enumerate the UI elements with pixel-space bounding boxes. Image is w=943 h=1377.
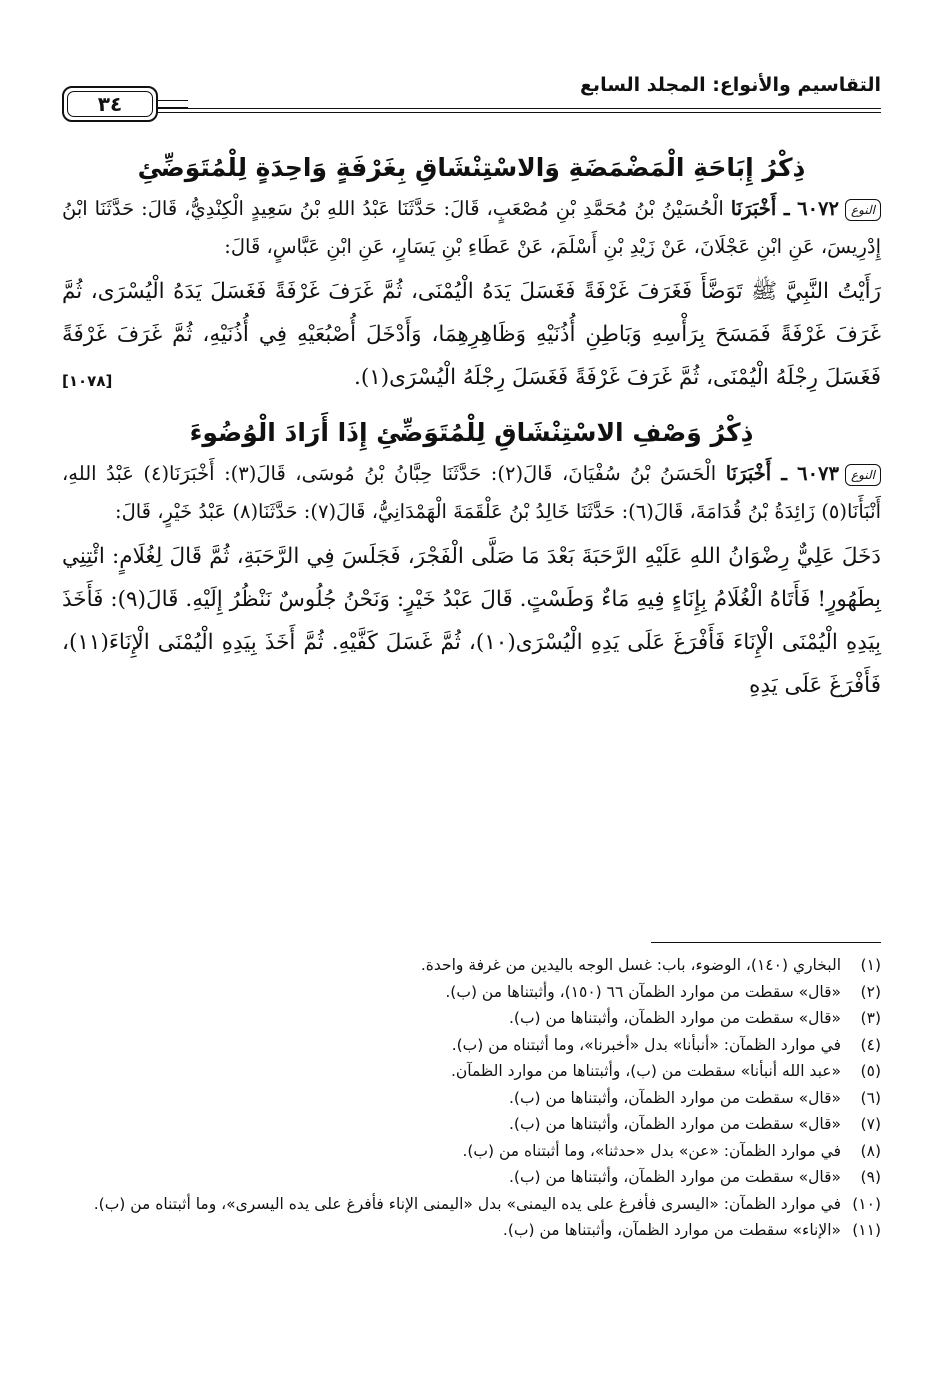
footnote-number: (١١) bbox=[852, 1221, 881, 1239]
hadith-reference: [١٠٧٨] bbox=[62, 372, 113, 390]
footnote bbox=[62, 1164, 881, 1191]
footnote-number: (٤) bbox=[860, 1035, 881, 1054]
matn-paragraph bbox=[62, 535, 881, 707]
footnote-text: في موارد الظمآن: «أنبأنا» بدل «أخبرنا»، وما أثبتناه من (ب). bbox=[451, 1035, 841, 1054]
footnote bbox=[62, 952, 881, 979]
footnote bbox=[62, 1005, 881, 1032]
matn-text: رَأَيْتُ النَّبِيَّ ﷺ تَوَضَّأَ فَغَرَفَ غَرْفَةً فَغَسَلَ يَدَهُ الْيُمْنَى، ثُمَّ غَرَفَ غَرْفَةً فَغَسَلَ يَدَهُ الْيُسْرَى، ثُمَّ غَرَفَ غَرْفَةً فَمَسَحَ بِرَأْسِهِ وَبَاطِنِ أُذُنَيْهِ وَظَاهِرِهِمَا، وَأَدْخَلَ أُصْبُعَيْهِ فِي أُذُنَيْهِ، ثُمَّ غَرَفَ غَرْفَةً فَغَسَلَ رِجْلَهُ الْيُمْنَى، ثُمَّ غَرَفَ غَرْفَةً فَغَسَلَ رِجْلَهُ الْيُسْرَى(١). bbox=[62, 279, 881, 390]
footnote-number: (٨) bbox=[860, 1141, 881, 1160]
naw-badge: النوع bbox=[845, 464, 881, 486]
footnote bbox=[62, 1217, 881, 1244]
footnote-text: «قال» سقطت من موارد الظمآن، وأثبتناها من (ب). bbox=[508, 1009, 841, 1027]
footnote bbox=[62, 1111, 881, 1138]
footnote-number: (٧) bbox=[860, 1115, 881, 1133]
header-rule bbox=[62, 108, 881, 113]
footnote-text: البخاري (١٤٠)، الوضوء، باب: غسل الوجه باليدين من غرفة واحدة. bbox=[420, 956, 841, 974]
akhbarana-label: أَخْبَرَنَا bbox=[730, 197, 777, 220]
footnote bbox=[62, 1191, 881, 1218]
footnote-separator bbox=[651, 942, 881, 943]
isnad-text: الْحَسَنُ بْنُ سُفْيَانَ، قَالَ(٢): حَدَّثَنَا حِبَّانُ بْنُ مُوسَى، قَالَ(٣): أَخْبَرَنَا(٤) عَبْدُ اللهِ، أَنْبَأَنَا(٥) زَائِدَةُ بْنُ قُدَامَةَ، قَالَ(٦): حَدَّثَنَا خَالِدُ بْنُ عَلْقَمَةَ الْهَمْدَانِيُّ، قَالَ(٧): حَدَّثَنَا(٨) عَبْدُ خَيْرٍ، قَالَ: bbox=[62, 462, 881, 523]
footnote-text: «عبد الله أنبأنا» سقطت من (ب)، وأثبتناها من موارد الظمآن. bbox=[450, 1062, 841, 1080]
isnad-text: الْحُسَيْنُ بْنُ مُحَمَّدِ بْنِ مُصْعَبٍ، قَالَ: حَدَّثَنَا عَبْدُ اللهِ بْنُ سَعِيدٍ الْكِنْدِيُّ، قَالَ: حَدَّثَنَا ابْنُ إِدْرِيسَ، عَنِ ابْنِ عَجْلَانَ، عَنْ زَيْدِ بْنِ أَسْلَمَ، عَنْ عَطَاءِ بْنِ يَسَارٍ، عَنِ ابْنِ عَبَّاسٍ، قَالَ: bbox=[62, 197, 881, 258]
footnote-number: (٣) bbox=[860, 1009, 881, 1027]
isnad-paragraph: النوع٦٠٧٢ ـ أَخْبَرَنَا الْحُسَيْنُ بْنُ مُحَمَّدِ بْنِ مُصْعَبٍ، قَالَ: حَدَّثَنَا عَبْدُ اللهِ بْنُ سَعِيدٍ الْكِنْدِيُّ، قَالَ: حَدَّثَنَا ابْنُ إِدْرِيسَ، عَنِ ابْنِ عَجْلَانَ، عَنْ زَيْدِ بْنِ أَسْلَمَ، عَنْ عَطَاءِ بْنِ يَسَارٍ، عَنِ ابْنِ عَبَّاسٍ، قَالَ: bbox=[62, 197, 881, 258]
footnote-number: (١) bbox=[860, 956, 881, 974]
akhbarana-label: أَخْبَرَنَا bbox=[725, 462, 772, 485]
matn-text: دَخَلَ عَلِيٌّ رِضْوَانُ اللهِ عَلَيْهِ الرَّحَبَةَ بَعْدَ مَا صَلَّى الْفَجْرَ، فَجَلَسَ فِي الرَّحَبَةِ، ثُمَّ قَالَ لِغُلَامٍ: ائْتِنِي بِطَهُورٍ! فَأَتَاهُ الْغُلَامُ بِإِنَاءٍ فِيهِ مَاءٌ وَطَسْتٍ. قَالَ عَبْدُ خَيْرٍ: وَنَحْنُ جُلُوسٌ نَنْظُرُ إِلَيْهِ. قَالَ(٩): فَأَخَذَ بِيَدِهِ الْيُمْنَى الْإِنَاءَ فَأَفْرَغَ عَلَى يَدِهِ الْيُسْرَى(١٠)، ثُمَّ غَسَلَ كَفَّيْهِ. ثُمَّ أَخَذَ بِيَدِهِ الْيُمْنَى الْإِنَاءَ(١١)، فَأَفْرَغَ عَلَى يَدِهِ bbox=[62, 544, 881, 698]
footnote-text: «قال» سقطت من موارد الظمآن ٦٦ (١٥٠)، وأثبتناها من (ب). bbox=[445, 982, 841, 1001]
footnotes bbox=[62, 952, 881, 1244]
hadith-number: ٦٠٧٢ bbox=[797, 197, 840, 220]
footnote-number: (٥) bbox=[860, 1062, 881, 1080]
footnote bbox=[62, 1058, 881, 1085]
matn-paragraph bbox=[62, 270, 881, 403]
hadith-number: ٦٠٧٣ bbox=[797, 462, 840, 485]
footnote bbox=[62, 1138, 881, 1165]
footnote-number: (١٠) bbox=[852, 1194, 881, 1213]
footnote-text: «قال» سقطت من موارد الظمآن، وأثبتناها من (ب). bbox=[508, 1168, 841, 1186]
section-heading: ذِكْرُ إِبَاحَةِ الْمَضْمَضَةِ وَالاسْتِنْشَاقِ بِغَرْفَةٍ وَاحِدَةٍ لِلْمُتَوَضِّئِ bbox=[137, 153, 806, 182]
running-title: التقاسيم والأنواع: المجلد السابع bbox=[579, 74, 881, 96]
page-number: ٣٤ bbox=[67, 91, 153, 117]
section-heading: ذِكْرُ وَصْفِ الاسْتِنْشَاقِ لِلْمُتَوَضِّئِ إِذَا أَرَادَ الْوُضُوءَ bbox=[189, 418, 754, 447]
footnote-number: (٩) bbox=[860, 1168, 881, 1186]
footnote-text: «قال» سقطت من موارد الظمآن، وأثبتناها من (ب). bbox=[508, 1088, 841, 1107]
header-rule-tail bbox=[158, 100, 188, 108]
footnote-text: في موارد الظمآن: «اليسرى فأفرغ على يده اليمنى» بدل «اليمنى الإناء فأفرغ على يده اليسرى»، وما أثبتناه من (ب). bbox=[93, 1194, 841, 1213]
main-text bbox=[62, 148, 881, 707]
footnote bbox=[62, 979, 881, 1006]
isnad-paragraph: النوع٦٠٧٣ ـ أَخْبَرَنَا الْحَسَنُ بْنُ سُفْيَانَ، قَالَ(٢): حَدَّثَنَا حِبَّانُ بْنُ مُوسَى، قَالَ(٣): أَخْبَرَنَا(٤) عَبْدُ اللهِ، أَنْبَأَنَا(٥) زَائِدَةُ بْنُ قُدَامَةَ، قَالَ(٦): حَدَّثَنَا خَالِدُ بْنُ عَلْقَمَةَ الْهَمْدَانِيُّ، قَالَ(٧): حَدَّثَنَا(٨) عَبْدُ خَيْرٍ، قَالَ: bbox=[62, 462, 881, 523]
page-header bbox=[62, 70, 881, 126]
footnote bbox=[62, 1032, 881, 1059]
footnote-number: (٢) bbox=[860, 982, 881, 1001]
page-number-frame bbox=[62, 86, 158, 122]
footnote-text: في موارد الظمآن: «عن» بدل «حدثنا»، وما أثبتناه من (ب). bbox=[462, 1141, 841, 1160]
footnote-number: (٦) bbox=[860, 1088, 881, 1107]
footnote-text: «قال» سقطت من موارد الظمآن، وأثبتناها من (ب). bbox=[508, 1115, 841, 1133]
naw-badge: النوع bbox=[845, 199, 881, 221]
footnote-text: «الإناء» سقطت من موارد الظمآن، وأثبتناها من (ب). bbox=[502, 1221, 841, 1239]
footnote bbox=[62, 1085, 881, 1112]
